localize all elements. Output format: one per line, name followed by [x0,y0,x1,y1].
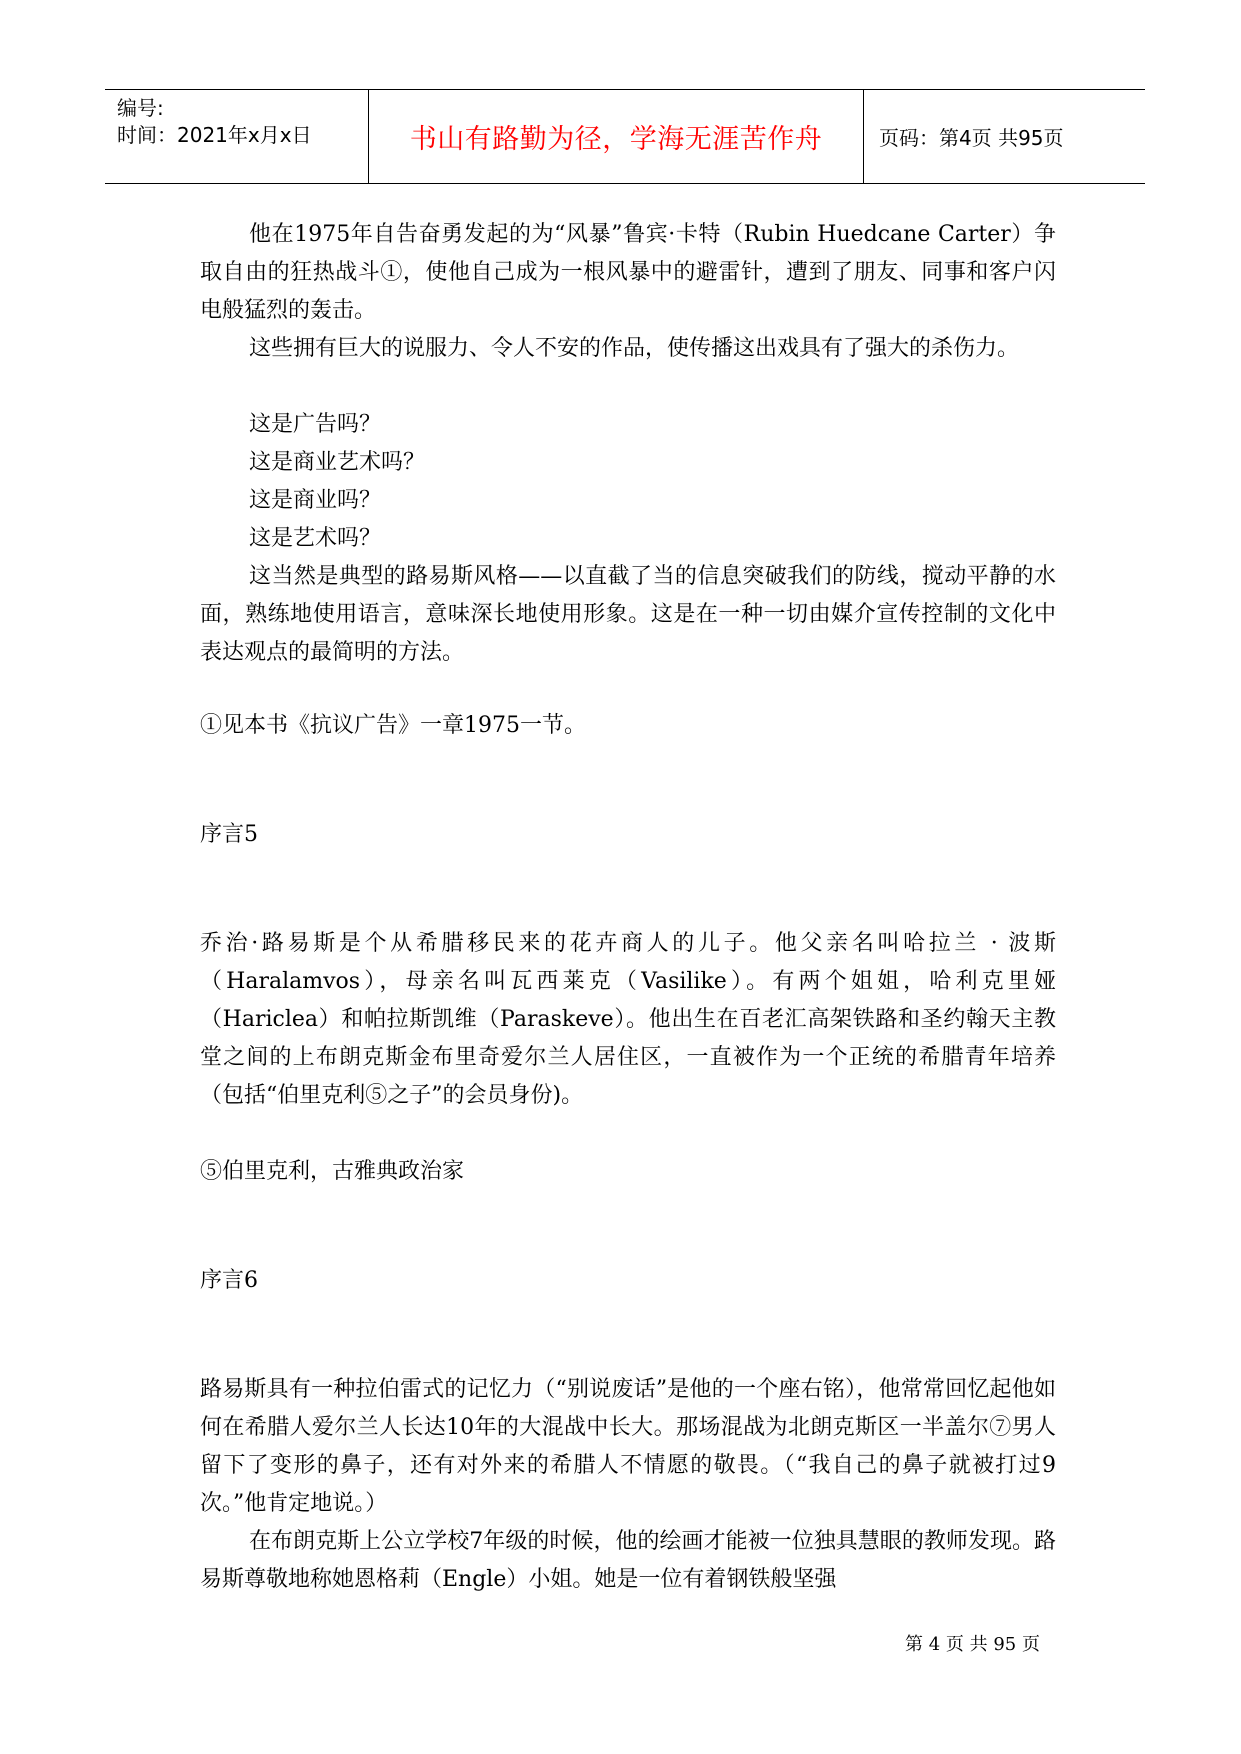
body-question: 这是艺术吗？ [249,526,382,551]
header-middle-cell [369,90,864,183]
header-motto: 书山有路勤为径，学海无涯苦作舟 [409,124,823,155]
body-question: 这是广告吗？ [249,412,382,437]
body-paragraph: 这些拥有巨大的说服力、令人不安的作品，使传播这出戏具有了强大的杀伤力。 [249,336,1020,361]
body-paragraph: 在布朗克斯上公立学校7年级的时候，他的绘画才能被一位独具慧眼的教师发现。路易斯尊敬地称她恩格莉（Engle）小姐。她是一位有着钢铁般坚强 [200,1529,1056,1592]
footnote: ①见本书《抗议广告》一章1975一节。 [200,713,586,738]
body-paragraph: 乔治·路易斯是个从希腊移民来的花卉商人的儿子。他父亲名叫哈拉兰 · 波斯（Haralamvos），母亲名叫瓦西莱克（Vasilike）。有两个姐姐，哈利克里娅（Hariclea）和帕拉斯凯维（Paraskeve）。他出生在百老汇高架铁路和圣约翰天主教堂之间的上布朗克斯金布里奇爱尔兰人居住区，一直被作为一个正统的希腊青年培养（包括“伯里克利⑤之子”的会员身份)。 [200,931,1056,1108]
section-heading: 序言5 [200,822,258,847]
document-number-label: 编号: [117,96,164,120]
body-paragraph: 他在1975年自告奋勇发起的为“风暴”鲁宾·卡特（Rubin Huedcane Carter）争取自由的狂热战斗①，使他自己成为一根风暴中的避雷针，遭到了朋友、同事和客户闪电般猛烈的轰击。 [200,222,1056,323]
body-question: 这是商业吗？ [249,488,382,513]
header-left-cell [105,90,369,183]
document-time-label: 时间：2021年x月x日 [117,123,312,147]
body-paragraph: 这当然是典型的路易斯风格——以直截了当的信息突破我们的防线，搅动平静的水面，熟练地使用语言，意味深长地使用形象。这是在一种一切由媒介宣传控制的文化中表达观点的最简明的方法。 [200,564,1056,665]
footnote: ⑤伯里克利，古雅典政治家 [200,1159,465,1184]
page-footer: 第 4 页 共 95 页 [905,1634,1040,1655]
header-right-cell [865,90,1145,183]
document-header [105,89,1145,184]
header-page-info: 页码：第4页 共95页 [879,126,1064,150]
body-paragraph: 路易斯具有一种拉伯雷式的记忆力（“别说废话”是他的一个座右铭），他常常回忆起他如何在希腊人爱尔兰人长达10年的大混战中长大。那场混战为北朗克斯区一半盖尔⑦男人留下了变形的鼻子，还有对外来的希腊人不情愿的敬畏。（“我自己的鼻子就被打过9次。”他肯定地说。） [200,1377,1056,1516]
section-heading: 序言6 [200,1268,258,1293]
body-question: 这是商业艺术吗？ [249,450,426,475]
